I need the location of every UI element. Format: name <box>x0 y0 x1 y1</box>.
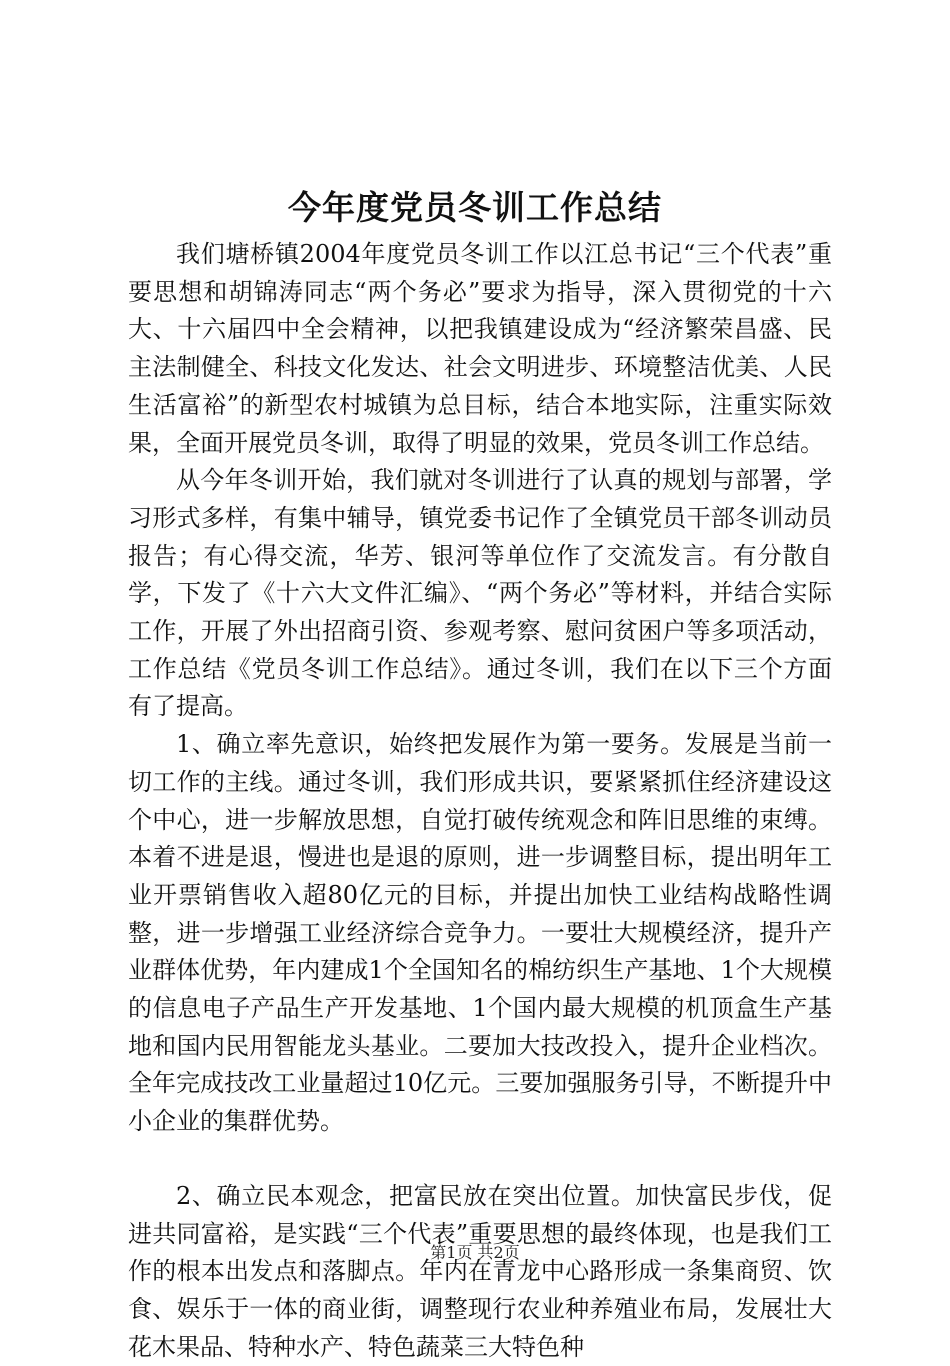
document-body <box>128 236 832 1366</box>
paragraph-training-methods: 从今年冬训开始，我们就对冬训进行了认真的规划与部署，学习形式多样，有集中辅导，镇党委书记作了全镇党员干部冬训动员报告；有心得交流，华芳、银河等单位作了交流发言。有分散自学，下发了《十六大文件汇编》、“两个务必”等材料，并结合实际工作，开展了外出招商引资、参观考察、慰问贫困户等多项活动，工作总结《党员冬训工作总结》。通过冬训，我们在以下三个方面有了提高。 <box>128 466 832 721</box>
page-number-footer: 第1页 共2页 <box>430 1243 520 1262</box>
document-title: 今年度党员冬训工作总结 <box>288 188 662 227</box>
paragraph-point-1: 1、确立率先意识，始终把发展作为第一要务。发展是当前一切工作的主线。通过冬训，我们形成共识，要紧紧抓住经济建设这个中心，进一步解放思想，自觉打破传统观念和阵旧思维的束缚。本着不进是退，慢进也是退的原则，进一步调整目标，提出明年工业开票销售收入超80亿元的目标，并提出加快工业结构战略性调整，进一步增强工业经济综合竞争力。一要壮大规模经济，提升产业群体优势，年内建成1个全国知名的棉纺织生产基地、1个大规模的信息电子产品生产开发基地、1个国内最大规模的机顶盒生产基地和国内民用智能龙头基业。二要加大技改投入，提升企业档次。全年完成技改工业量超过10亿元。三要加强服务引导，不断提升中小企业的集群优势。 <box>128 730 832 1136</box>
paragraph-intro: 我们塘桥镇2004年度党员冬训工作以江总书记“三个代表”重要思想和胡锦涛同志“两个务必”要求为指导，深入贯彻党的十六大、十六届四中全会精神，以把我镇建设成为“经济繁荣昌盛、民主法制健全、科技文化发达、社会文明进步、环境整洁优美、人民生活富裕”的新型农村城镇为总目标，结合本地实际，注重实际效果，全面开展党员冬训，取得了明显的效果，党员冬训工作总结。 <box>128 240 832 457</box>
paragraph-point-2: 2、确立民本观念，把富民放在突出位置。加快富民步伐，促进共同富裕，是实践“三个代表”重要思想的最终体现，也是我们工作的根本出发点和落脚点。年内在青龙中心路形成一条集商贸、饮食、娱乐于一体的商业街，调整现行农业种养殖业布局，发展壮大花木果品、特种水产、特色蔬菜三大特色种 <box>128 1181 832 1361</box>
